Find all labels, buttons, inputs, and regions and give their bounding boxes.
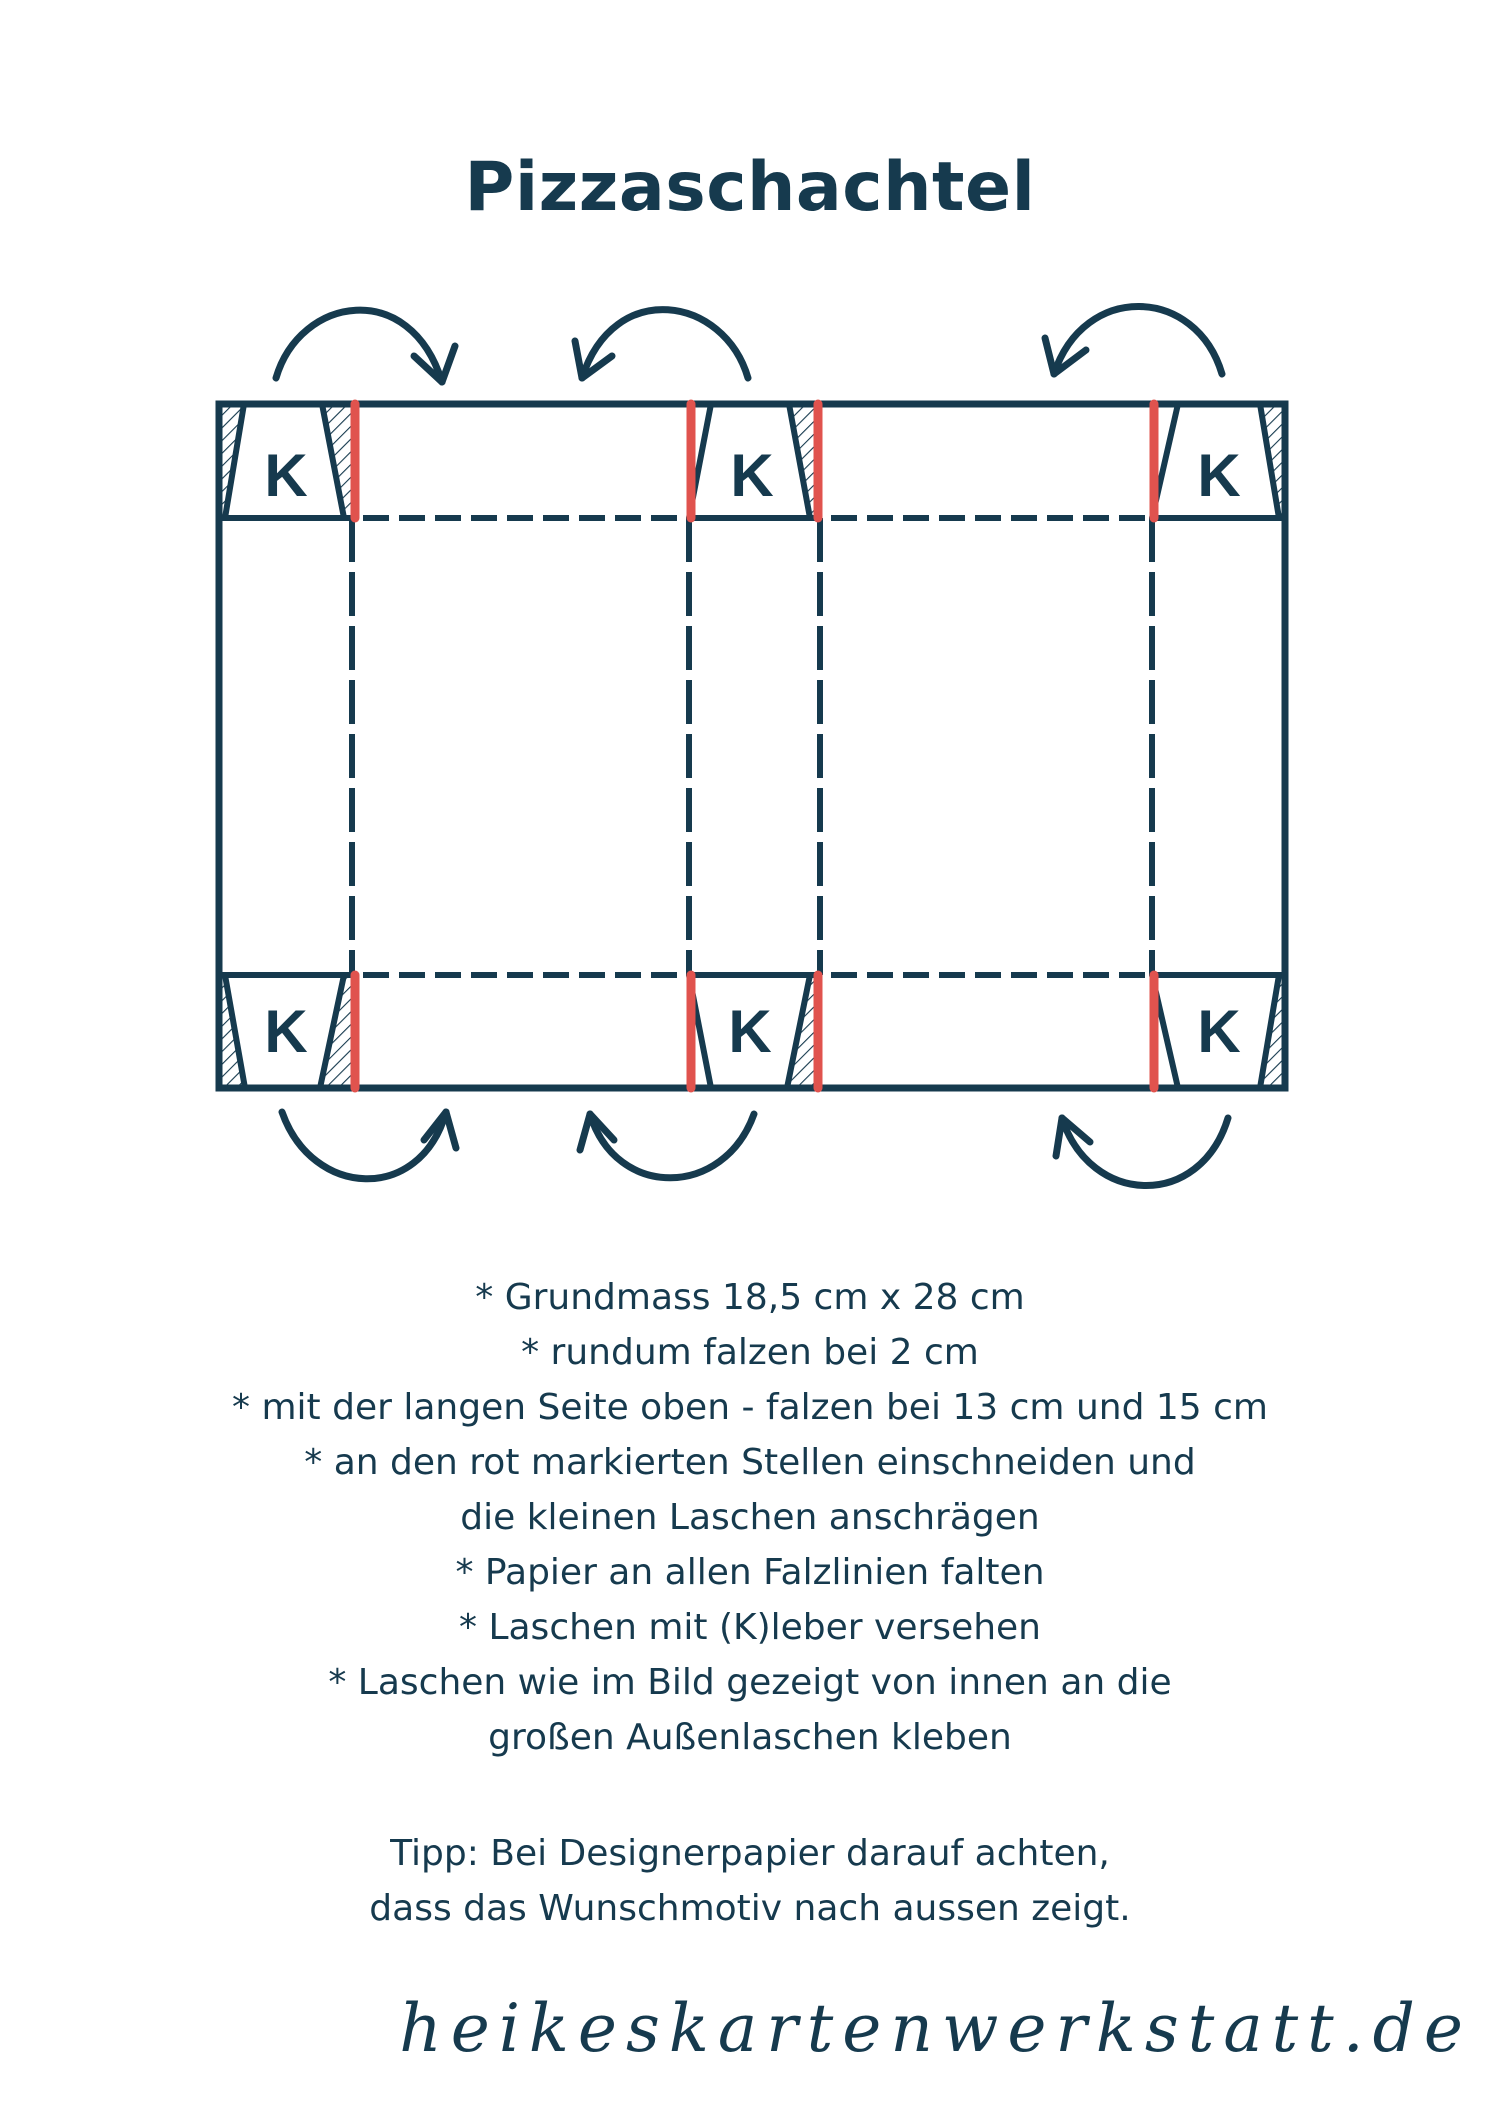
glue-labels <box>264 442 1240 1065</box>
arrow-top-3 <box>1054 306 1222 374</box>
page-title: Pizzaschachtel <box>464 148 1036 227</box>
glue-label-top-left: K <box>264 442 308 509</box>
instruction-line: * Grundmass 18,5 cm x 28 cm <box>475 1277 1025 1318</box>
glue-label-bottom-right: K <box>1197 998 1241 1065</box>
tip-text <box>0 1826 1500 1936</box>
glue-label-top-middle: K <box>730 442 774 509</box>
arrow-top-2 <box>582 310 748 378</box>
tip-line: Tipp: Bei Designerpapier darauf achten, <box>390 1833 1110 1874</box>
instruction-line: * Laschen mit (K)leber versehen <box>459 1607 1041 1648</box>
arrow-bottom-1 <box>282 1112 446 1179</box>
arrow-bottom-3 <box>1062 1118 1228 1186</box>
instruction-line: großen Außenlaschen kleben <box>488 1717 1012 1758</box>
vertical-fold-lines <box>352 518 1152 975</box>
tip-line: dass das Wunschmotiv nach aussen zeigt. <box>369 1888 1131 1929</box>
arrow-top-1 <box>276 310 442 382</box>
arrow-bottom-2 <box>590 1114 754 1178</box>
horizontal-fold-lines <box>219 518 1285 975</box>
instruction-line: die kleinen Laschen anschrägen <box>460 1497 1040 1538</box>
signature-logo: heikeskartenwerkstatt.de <box>399 1990 1472 2067</box>
instruction-line: * Laschen wie im Bild gezeigt von innen an die <box>328 1662 1172 1703</box>
glue-label-top-right: K <box>1197 442 1241 509</box>
instruction-line: * Papier an allen Falzlinien falten <box>455 1552 1045 1593</box>
instruction-line: * an den rot markierten Stellen einschneiden und <box>304 1442 1196 1483</box>
glue-label-bottom-middle: K <box>728 998 772 1065</box>
instructions-list <box>0 1270 1500 1765</box>
instruction-line: * mit der langen Seite oben - falzen bei 13 cm und 15 cm <box>232 1387 1268 1428</box>
glue-label-bottom-left: K <box>264 998 308 1065</box>
instruction-line: * rundum falzen bei 2 cm <box>521 1332 979 1373</box>
